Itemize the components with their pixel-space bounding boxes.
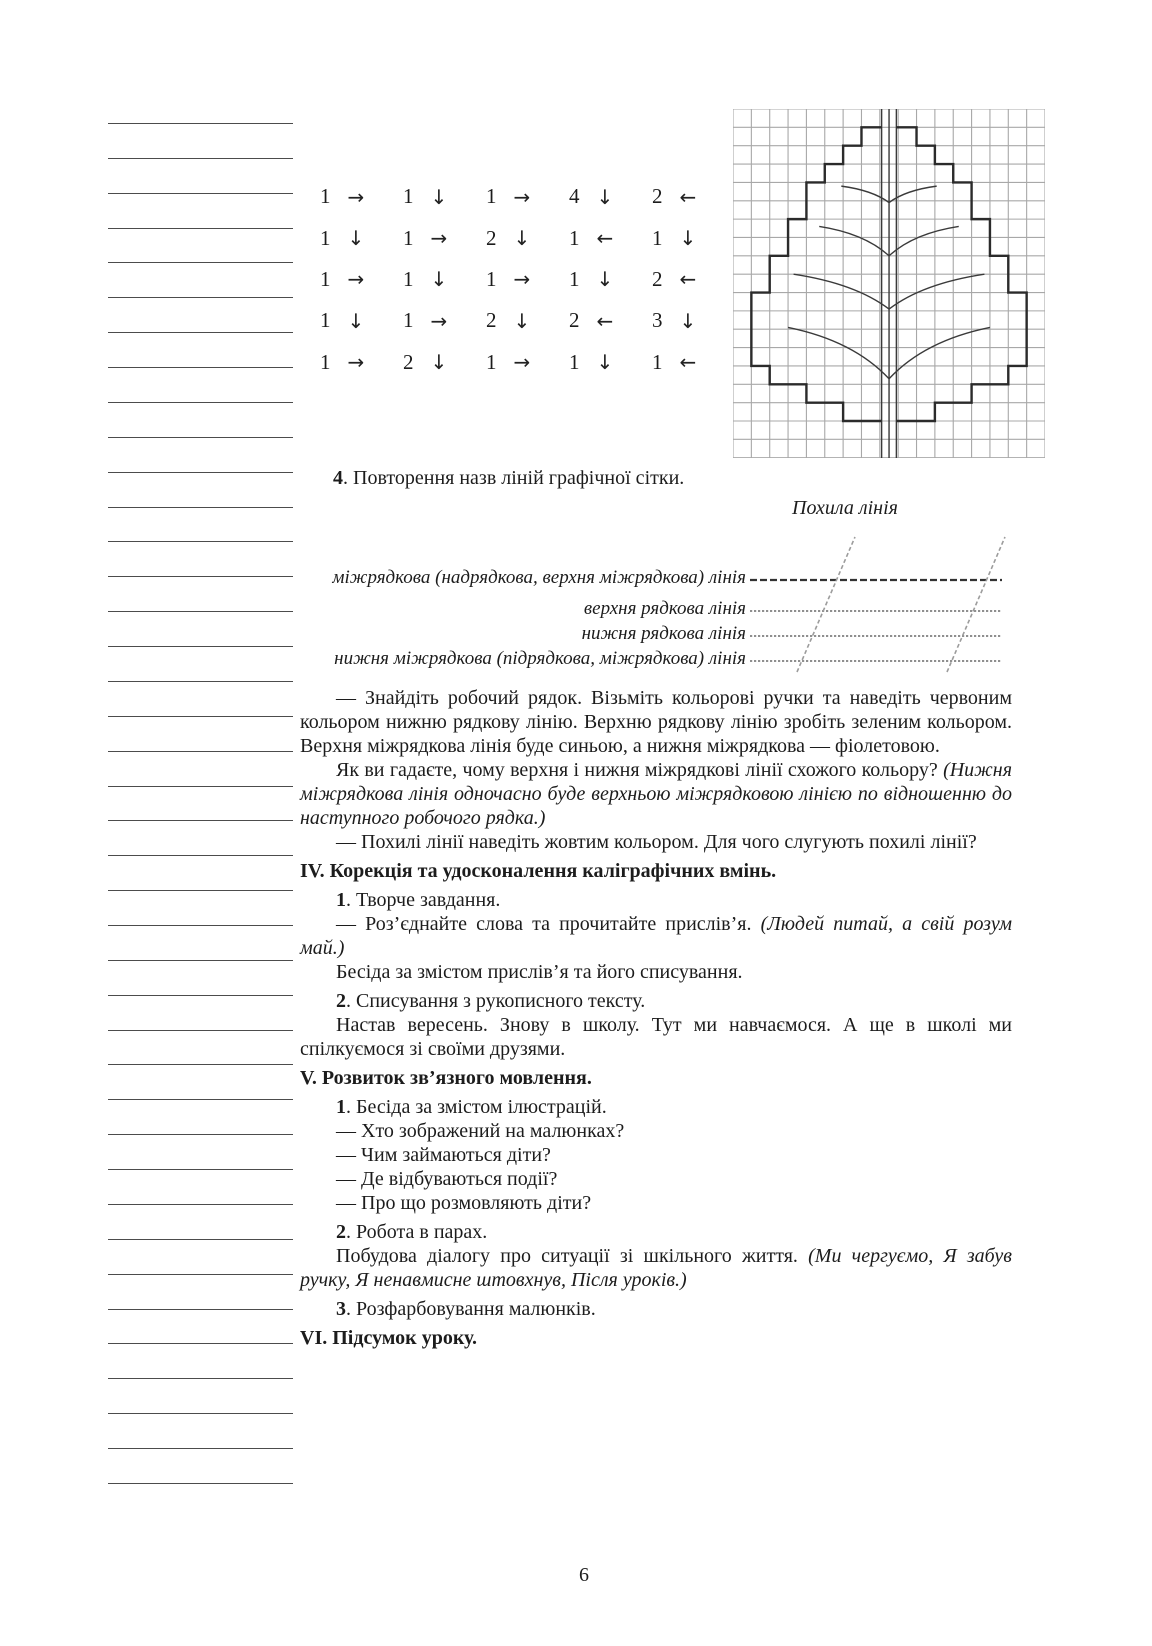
margin-writing-line bbox=[108, 1448, 293, 1449]
dictation-count: 1 bbox=[652, 225, 663, 250]
dictation-cell bbox=[383, 176, 466, 217]
margin-writing-line bbox=[108, 402, 293, 403]
margin-writing-line bbox=[108, 1274, 293, 1275]
dictation-cell bbox=[549, 300, 632, 341]
dictation-count: 2 bbox=[652, 184, 663, 209]
paragraph bbox=[300, 888, 1012, 912]
text-run: Побудова діалогу про ситуації зі шкільного життя. bbox=[336, 1245, 809, 1267]
paragraph bbox=[300, 1220, 1012, 1244]
paragraph bbox=[300, 1095, 1012, 1119]
diagram-line-label: міжрядкова (надрядкова, верхня міжрядкова) лінія bbox=[332, 567, 746, 588]
dictation-cell bbox=[383, 217, 466, 258]
text-run: Настав вересень. Знову в школу. Тут ми навчаємося. А ще в школі ми спілкуємося зі своїми друзями. bbox=[300, 1014, 1012, 1060]
dictation-count: 1 bbox=[652, 349, 663, 374]
dictation-count: 1 bbox=[569, 349, 580, 374]
margin-writing-line bbox=[108, 1064, 293, 1065]
slanted-line-1 bbox=[797, 537, 855, 672]
dictation-count: 1 bbox=[320, 225, 331, 250]
dictation-cell bbox=[549, 217, 632, 258]
dictation-arrow-icon: ← bbox=[679, 184, 697, 209]
dictation-cell bbox=[300, 259, 383, 300]
dictation-cell bbox=[466, 259, 549, 300]
margin-writing-line bbox=[108, 1204, 293, 1205]
text-run: . Розфарбовування малюнків. bbox=[346, 1298, 596, 1320]
dictation-cell bbox=[632, 342, 715, 383]
dictation-cell bbox=[632, 176, 715, 217]
text-run: 1 bbox=[336, 889, 346, 911]
dictation-count: 1 bbox=[403, 225, 414, 250]
text-run: — Знайдіть робочий рядок. Візьміть кольорові ручки та наведіть червоним кольором нижню рядкову лінію. Верхню рядкову лінію зробіть зеленим кольором. Верхня міжрядкова лінія буде синьою, а нижня міжрядкова — фіолетовою. bbox=[300, 687, 1012, 757]
dictation-arrow-icon: ↓ bbox=[596, 184, 614, 209]
dictation-count: 4 bbox=[569, 184, 580, 209]
dictation-arrow-icon: → bbox=[347, 350, 365, 375]
text-run: Як ви гадаєте, чому верхня і нижня міжрядкові лінії схожого кольору? bbox=[336, 759, 944, 781]
page-number: 6 bbox=[579, 1564, 589, 1586]
dictation-cell bbox=[383, 259, 466, 300]
section-heading bbox=[300, 859, 1012, 883]
dictation-arrow-icon: → bbox=[347, 267, 365, 292]
paragraph bbox=[300, 1191, 1012, 1215]
dictation-arrow-icon: ← bbox=[679, 350, 697, 375]
margin-writing-line bbox=[108, 960, 293, 961]
paragraph bbox=[300, 1297, 1012, 1321]
margin-writing-line bbox=[108, 576, 293, 577]
text-run: — Хто зображений на малюнках? bbox=[336, 1120, 625, 1142]
leaf-grid-illustration bbox=[733, 109, 1045, 458]
text-run: IV. Корекція та удосконалення каліграфічних вмінь. bbox=[300, 860, 777, 882]
dictation-arrow-icon: → bbox=[430, 226, 448, 251]
dictation-count: 1 bbox=[569, 225, 580, 250]
margin-writing-line bbox=[108, 925, 293, 926]
section-heading bbox=[300, 1066, 1012, 1090]
text-run: — Де відбуваються події? bbox=[336, 1168, 558, 1190]
text-run: (Нижня міжрядкова лінія одночасно буде верхньою міжрядковою лінією по відношенню до наступного робочого рядка.) bbox=[300, 759, 1012, 829]
dictation-arrow-icon: → bbox=[347, 184, 365, 209]
dictation-count: 2 bbox=[569, 308, 580, 333]
dictation-arrow-icon: ↓ bbox=[513, 308, 531, 333]
paragraph bbox=[300, 1143, 1012, 1167]
dictation-cell bbox=[383, 300, 466, 341]
dictation-count: 1 bbox=[403, 266, 414, 291]
section-4-title: . Повторення назв ліній графічної сітки. bbox=[343, 467, 685, 489]
slanted-line-2 bbox=[947, 537, 1005, 672]
section-4-heading bbox=[300, 466, 1012, 490]
margin-writing-line bbox=[108, 646, 293, 647]
dictation-count: 1 bbox=[486, 184, 497, 209]
dictation-count: 1 bbox=[320, 349, 331, 374]
text-run: 2 bbox=[336, 1221, 346, 1243]
dictation-cell bbox=[466, 342, 549, 383]
margin-writing-line bbox=[108, 786, 293, 787]
dictation-cell bbox=[466, 300, 549, 341]
dictation-arrow-icon: ↓ bbox=[347, 226, 365, 251]
paragraph bbox=[300, 758, 1012, 830]
dictation-arrow-icon: ↓ bbox=[513, 226, 531, 251]
dictation-count: 1 bbox=[320, 184, 331, 209]
text-run: 2 bbox=[336, 990, 346, 1012]
margin-writing-line bbox=[108, 1378, 293, 1379]
diagram-line-label: нижня рядкова лінія bbox=[581, 623, 746, 644]
dictation-arrow-icon: ↓ bbox=[430, 184, 448, 209]
margin-writing-line bbox=[108, 716, 293, 717]
margin-writing-line bbox=[108, 123, 293, 124]
text-run: (Ми чергуємо, Я забув ручку, Я ненавмисне штовхнув, Після уроків.) bbox=[300, 1245, 1012, 1291]
margin-writing-line bbox=[108, 751, 293, 752]
paragraph bbox=[300, 960, 1012, 984]
paragraph bbox=[300, 686, 1012, 758]
margin-writing-line bbox=[108, 437, 293, 438]
margin-writing-line bbox=[108, 1343, 293, 1344]
margin-writing-line bbox=[108, 995, 293, 996]
leaf-stem-lines bbox=[882, 109, 897, 458]
margin-writing-line bbox=[108, 1134, 293, 1135]
dictation-count: 3 bbox=[652, 308, 663, 333]
dictation-count: 2 bbox=[486, 308, 497, 333]
margin-writing-line bbox=[108, 193, 293, 194]
text-run: . Творче завдання. bbox=[346, 889, 501, 911]
dictation-arrow-icon: → bbox=[513, 350, 531, 375]
dictation-arrow-icon: ↓ bbox=[679, 226, 697, 251]
dictation-arrow-icon: ↓ bbox=[679, 308, 697, 333]
paragraph bbox=[300, 830, 1012, 854]
dictation-cell bbox=[300, 176, 383, 217]
margin-writing-line bbox=[108, 1099, 293, 1100]
dictation-cell bbox=[383, 342, 466, 383]
text-run: (Людей питай, а свій розум май.) bbox=[300, 913, 1012, 959]
dictation-cell bbox=[632, 300, 715, 341]
text-run: . Бесіда за змістом ілюстрацій. bbox=[346, 1096, 607, 1118]
dictation-cell bbox=[300, 300, 383, 341]
margin-writing-line bbox=[108, 262, 293, 263]
margin-writing-line bbox=[108, 820, 293, 821]
dictation-count: 2 bbox=[652, 266, 663, 291]
margin-writing-line bbox=[108, 228, 293, 229]
dictation-count: 1 bbox=[403, 184, 414, 209]
margin-writing-line bbox=[108, 541, 293, 542]
dictation-arrow-icon: ↓ bbox=[430, 267, 448, 292]
margin-writing-line bbox=[108, 855, 293, 856]
dictation-cell bbox=[549, 342, 632, 383]
text-run: . Робота в парах. bbox=[346, 1221, 488, 1243]
paragraph bbox=[300, 1244, 1012, 1292]
dictation-arrow-icon: ← bbox=[596, 226, 614, 251]
margin-writing-line bbox=[108, 297, 293, 298]
section-4-number: 4 bbox=[333, 467, 343, 489]
paragraph bbox=[300, 912, 1012, 960]
margin-writing-line bbox=[108, 611, 293, 612]
dictation-count: 2 bbox=[403, 349, 414, 374]
dictation-arrow-icon: ← bbox=[596, 308, 614, 333]
text-run: . Списування з рукописного тексту. bbox=[346, 990, 646, 1012]
text-run: 1 bbox=[336, 1096, 346, 1118]
diagram-line-label: верхня рядкова лінія bbox=[583, 598, 746, 619]
dictation-count: 1 bbox=[320, 266, 331, 291]
lesson-text bbox=[300, 686, 1012, 1350]
dictation-cell bbox=[300, 217, 383, 258]
line-names-diagram bbox=[300, 494, 1012, 686]
dictation-cell bbox=[632, 217, 715, 258]
margin-writing-line bbox=[108, 1309, 293, 1310]
diagram-lines bbox=[750, 494, 1012, 686]
text-run: VI. Підсумок уроку. bbox=[300, 1327, 478, 1349]
dictation-count: 1 bbox=[569, 266, 580, 291]
margin-writing-line bbox=[108, 1169, 293, 1170]
section-heading bbox=[300, 1326, 1012, 1350]
margin-writing-line bbox=[108, 681, 293, 682]
dictation-cell bbox=[466, 217, 549, 258]
paragraph bbox=[300, 1013, 1012, 1061]
dictation-arrow-icon: ↓ bbox=[347, 308, 365, 333]
text-run: — Роз’єднайте слова та прочитайте прислів’я. bbox=[336, 913, 761, 935]
margin-writing-line bbox=[108, 1239, 293, 1240]
margin-writing-line bbox=[108, 890, 293, 891]
text-run: — Про що розмовляють діти? bbox=[336, 1192, 592, 1214]
margin-writing-line bbox=[108, 332, 293, 333]
text-run: — Похилі лінії наведіть жовтим кольором. Для чого слугують похилі лінії? bbox=[336, 831, 977, 853]
diagram-line-label: нижня міжрядкова (підрядкова, міжрядкова) лінія bbox=[334, 648, 746, 669]
dictation-count: 1 bbox=[403, 308, 414, 333]
margin-writing-line bbox=[108, 1413, 293, 1414]
paragraph bbox=[300, 989, 1012, 1013]
margin-writing-line bbox=[108, 472, 293, 473]
dictation-arrow-icon: ↓ bbox=[430, 350, 448, 375]
text-run: — Чим займаються діти? bbox=[336, 1144, 551, 1166]
dictation-count: 1 bbox=[320, 308, 331, 333]
diagram-title: Похила лінія bbox=[792, 497, 898, 519]
margin-writing-line bbox=[108, 158, 293, 159]
dictation-arrow-icon: ↓ bbox=[596, 350, 614, 375]
margin-writing-line bbox=[108, 1030, 293, 1031]
margin-writing-line bbox=[108, 1483, 293, 1484]
dictation-arrow-icon: ← bbox=[679, 267, 697, 292]
margin-writing-line bbox=[108, 507, 293, 508]
dictation-arrow-icon: → bbox=[513, 184, 531, 209]
dictation-arrow-icon: ↓ bbox=[596, 267, 614, 292]
paragraph bbox=[300, 1167, 1012, 1191]
lesson-content bbox=[300, 466, 1012, 1350]
dictation-cell bbox=[549, 259, 632, 300]
text-run: Бесіда за змістом прислів’я та його списування. bbox=[336, 961, 743, 983]
dictation-count: 1 bbox=[486, 349, 497, 374]
dictation-count: 2 bbox=[486, 225, 497, 250]
dictation-cell bbox=[466, 176, 549, 217]
margin-writing-line bbox=[108, 367, 293, 368]
text-run: V. Розвиток зв’язного мовлення. bbox=[300, 1067, 592, 1089]
dictation-arrow-icon: → bbox=[513, 267, 531, 292]
dictation-count: 1 bbox=[486, 266, 497, 291]
dictation-cell bbox=[300, 342, 383, 383]
text-run: 3 bbox=[336, 1298, 346, 1320]
paragraph bbox=[300, 1119, 1012, 1143]
dictation-cell bbox=[549, 176, 632, 217]
dictation-cell bbox=[632, 259, 715, 300]
graphic-dictation-table bbox=[300, 176, 715, 383]
dictation-arrow-icon: → bbox=[430, 308, 448, 333]
